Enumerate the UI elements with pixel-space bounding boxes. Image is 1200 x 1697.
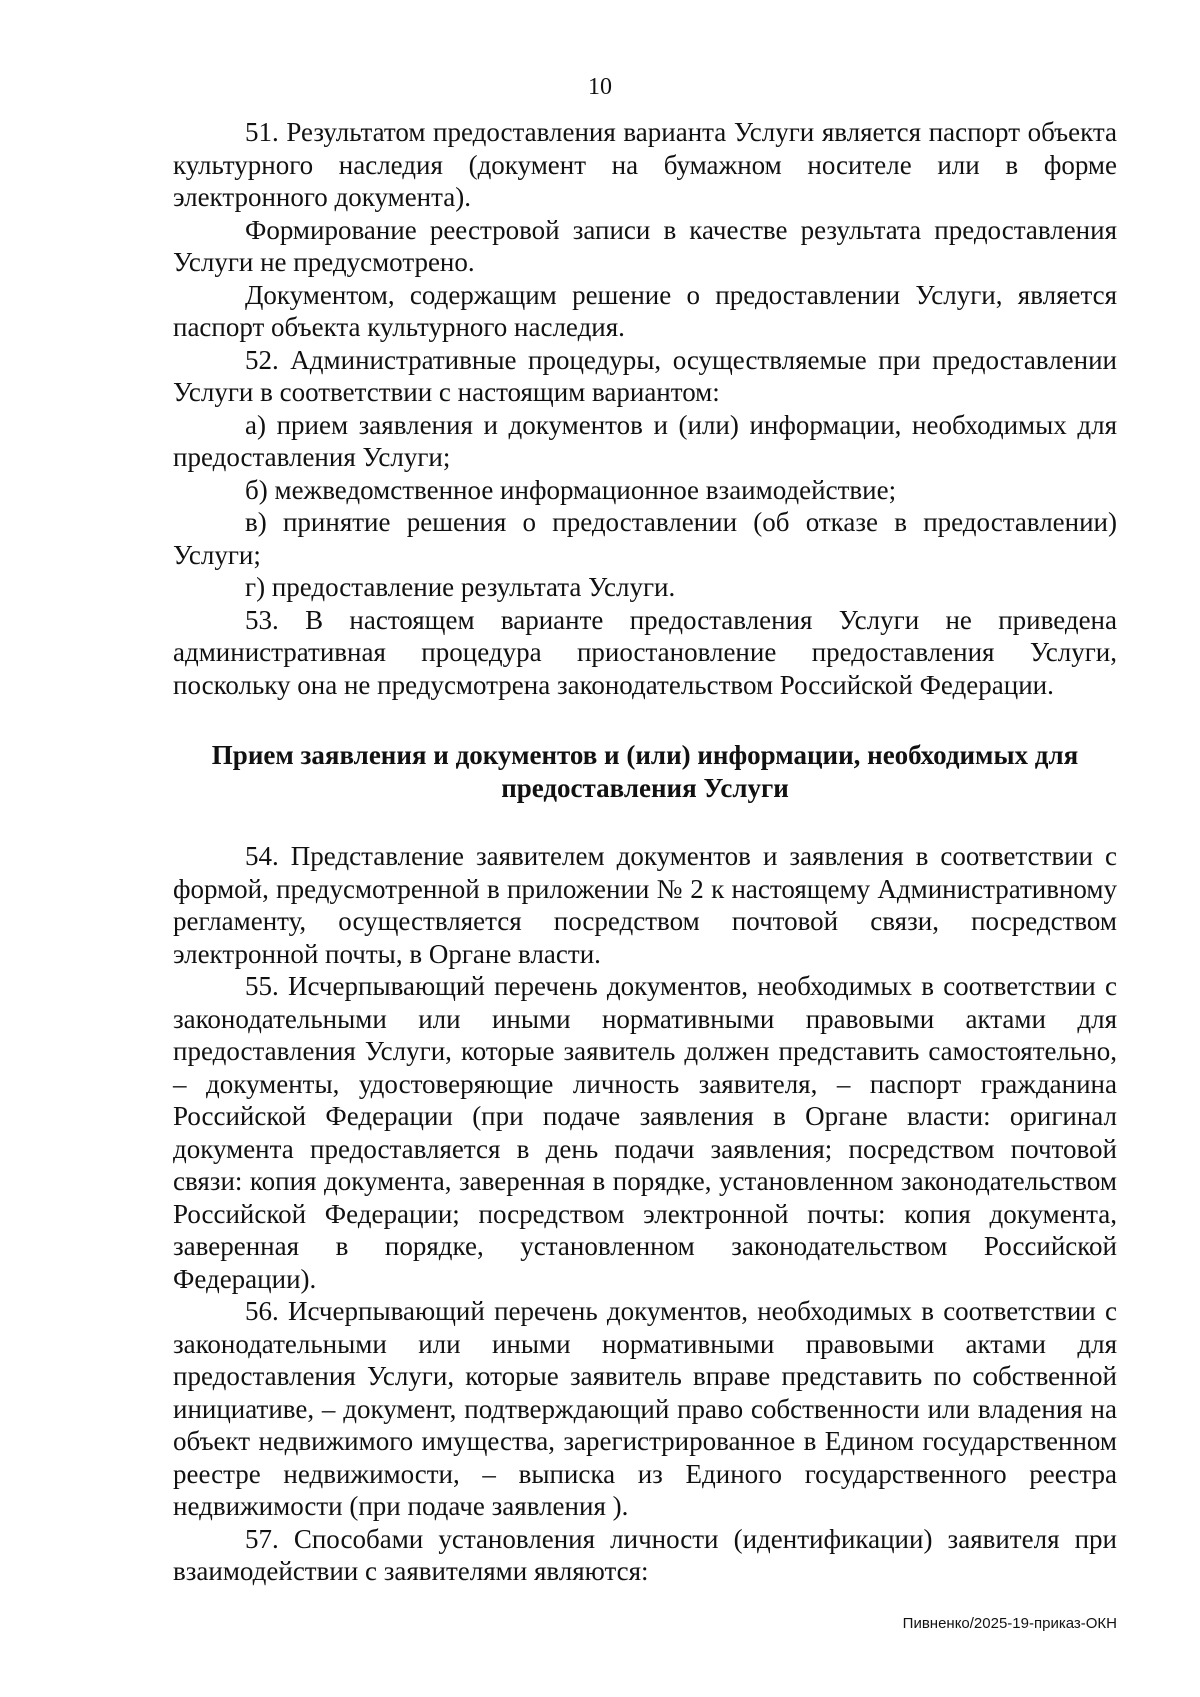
paragraph-54: 54. Представление заявителем документов и заявления в соответствии с формой, предусмотренной в приложении № 2 к настоящему Административному регламенту, осуществляется посредством почтовой связи, посредством электронной почты, в Органе власти. bbox=[173, 841, 1117, 969]
page-number: 10 bbox=[588, 74, 612, 100]
paragraph-registry-record: Формирование реестровой записи в качестве результата предоставления Услуги не предусмотрено. bbox=[173, 214, 1117, 277]
paragraph-53: 53. В настоящем варианте предоставления Услуги не приведена административная процедура приостановление предоставления Услуги, поскольку она не предусмотрена законодательством Российской Федерации. bbox=[173, 604, 1117, 700]
paragraph-55: 55. Исчерпывающий перечень документов, необходимых в соответствии с законодательными или иными нормативными правовыми актами для предоставления Услуги, которые заявитель должен представить самостоятельно, – документы, удостоверяющие личность заявителя, – паспорт гражданина Российской Федерации (при подаче заявления в Органе власти: оригинал документа предоставляется в день подачи заявления; посредством почтовой связи: копия документа, заверенная в порядке, установленном законодательством Российской Федерации; посредством электронной почты: копия документа, заверенная в порядке, установленном законодательством Российской Федерации). bbox=[173, 971, 1117, 1294]
paragraph-decision-document: Документом, содержащим решение о предоставлении Услуги, является паспорт объекта культурного наследия. bbox=[173, 279, 1117, 342]
document-body bbox=[173, 116, 1117, 1588]
list-item-a: а) прием заявления и документов и (или) информации, необходимых для предоставления Услуги; bbox=[173, 409, 1117, 472]
list-item-v: в) принятие решения о предоставлении (об отказе в предоставлении) Услуги; bbox=[173, 507, 1117, 570]
paragraph-52: 52. Административные процедуры, осуществляемые при предоставлении Услуги в соответствии с настоящим вариантом: bbox=[173, 344, 1117, 407]
paragraph-51: 51. Результатом предоставления варианта Услуги является паспорт объекта культурного наследия (документ на бумажном носителе или в форме электронного документа). bbox=[173, 117, 1117, 212]
paragraph-56: 56. Исчерпывающий перечень документов, необходимых в соответствии с законодательными или иными нормативными правовыми актами для предоставления Услуги, которые заявитель вправе представить по собственной инициативе, – документ, подтверждающий право собственности или владения на объект недвижимого имущества, зарегистрированное в Едином государственном реестре недвижимости, – выписка из Единого государственного реестра недвижимости (при подаче заявления ). bbox=[173, 1296, 1117, 1521]
section-heading: Прием заявления и документов и (или) информации, необходимых для предоставления Услуги bbox=[211, 740, 1079, 803]
paragraph-57: 57. Способами установления личности (идентификации) заявителя при взаимодействии с заявителями являются: bbox=[173, 1523, 1117, 1586]
list-item-g: г) предоставление результата Услуги. bbox=[245, 572, 676, 602]
list-item-b: б) межведомственное информационное взаимодействие; bbox=[245, 474, 897, 505]
footer-document-code: Пивненко/2025-19-приказ-ОКН bbox=[902, 1615, 1117, 1632]
